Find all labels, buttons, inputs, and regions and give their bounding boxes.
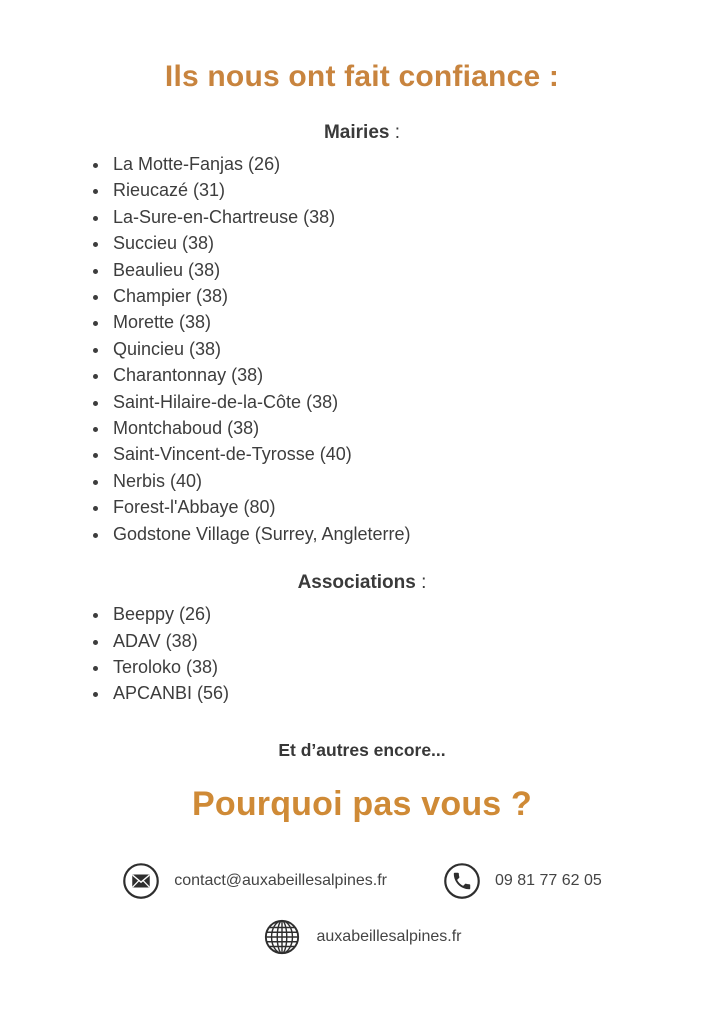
- list-item: • Godstone Village (Surrey, Angleterre): [110, 521, 724, 547]
- list-item: • La Motte-Fanjas (26): [110, 151, 724, 177]
- list-item: • Beeppy (26): [110, 601, 724, 627]
- mairies-list: [0, 151, 724, 547]
- website-group: [0, 918, 724, 956]
- more-text: Et d’autres encore...: [278, 739, 446, 760]
- list-item: • ADAV (38): [110, 628, 724, 654]
- list-item: • Morette (38): [110, 309, 724, 335]
- list-item: • Teroloko (38): [110, 654, 724, 680]
- phone-group: [443, 862, 602, 900]
- cta-title: Pourquoi pas vous ?: [191, 784, 533, 823]
- email-text[interactable]: contact@auxabeillesalpines.fr: [174, 871, 388, 889]
- list-item: • Saint-Hilaire-de-la-Côte (38): [110, 389, 724, 415]
- website-text[interactable]: auxabeillesalpines.fr: [316, 927, 462, 945]
- phone-icon: [443, 862, 481, 900]
- list-item: • Nerbis (40): [110, 468, 724, 494]
- section-associations: [0, 572, 724, 707]
- list-item: • Saint-Vincent-de-Tyrosse (40): [110, 441, 724, 467]
- associations-heading-colon: :: [415, 572, 427, 594]
- section-mairies: [0, 122, 724, 547]
- list-item: • Quincieu (38): [110, 336, 724, 362]
- globe-icon: [263, 918, 301, 956]
- associations-heading: [0, 572, 724, 594]
- associations-list: [0, 601, 724, 707]
- contact-row: [0, 862, 724, 900]
- phone-text[interactable]: 09 81 77 62 05: [495, 871, 602, 889]
- list-item: • APCANBI (56): [110, 680, 724, 706]
- list-item: • Charantonnay (38): [110, 362, 724, 388]
- list-item: • Rieucazé (31): [110, 177, 724, 203]
- envelope-icon: [122, 862, 160, 900]
- page-title: Ils nous ont fait confiance :: [164, 60, 560, 93]
- list-item: • La-Sure-en-Chartreuse (38): [110, 204, 724, 230]
- mairies-heading: [0, 122, 724, 144]
- list-item: • Beaulieu (38): [110, 257, 724, 283]
- mairies-heading-label: Mairies: [323, 122, 390, 143]
- associations-heading-label: Associations: [297, 572, 416, 594]
- list-item: • Champier (38): [110, 283, 724, 309]
- list-item: • Forest-l'Abbaye (80): [110, 494, 724, 520]
- mairies-heading-colon: :: [389, 122, 401, 143]
- list-item: • Succieu (38): [110, 230, 724, 256]
- email-group: [122, 862, 387, 900]
- list-item: • Montchaboud (38): [110, 415, 724, 441]
